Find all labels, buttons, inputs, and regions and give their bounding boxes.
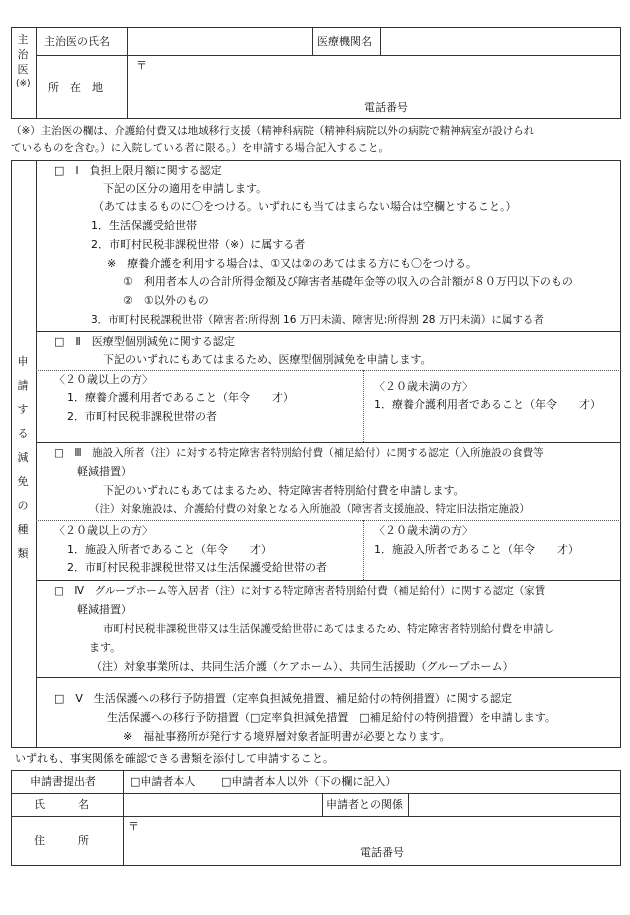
section-1-option[interactable]: ① 利用者本人の合計所得金額及び障害者基礎年金等の収入の合計額が８０万円以下のもの (123, 275, 573, 288)
physician-name-field[interactable] (128, 28, 311, 54)
submitter-name-field[interactable] (124, 794, 321, 815)
physician-note-line1: （※）主治医の欄は、介護給付費又は地域移行支援（精神科病院（精神科病院以外の病院で精神病室が設けられ (11, 125, 535, 137)
section-1-line: ※ 療養介護を利用する場合は、①又は②のあてはまる方にも〇をつける。 (107, 257, 477, 270)
submitter-postal-mark: 〒 (128, 820, 139, 833)
section-1-option[interactable]: ② ①以外のもの (123, 294, 209, 307)
section-2-title[interactable]: □ Ⅱ 医療型個別減免に関する認定 (54, 335, 235, 348)
section-5-note: ※ 福祉事務所が発行する境界層対象者証明書が必要となります。 (123, 730, 451, 743)
section-3-title-cont: 軽減措置） (77, 465, 132, 478)
institution-label: 医療機関名 (317, 35, 372, 48)
section-3-note: （注）対象施設は、介護給付費の対象となる入所施設（障害者支援施設、特定旧法指定施設） (89, 503, 530, 515)
submitter-name-label: 氏 名 (34, 798, 89, 811)
section-2-left-item: 1．療養介護利用者であること（年令 才） (67, 391, 294, 404)
section-3-left-item: 1．施設入所者であること（年令 才） (67, 543, 272, 556)
section-3-right-item: 1．施設入所者であること（年令 才） (374, 543, 579, 556)
submitter-other-checkbox[interactable]: □申請者本人以外（下の欄に記入） (221, 775, 397, 788)
section-4-line: ます。 (89, 641, 122, 654)
section-2-right-head: 〈２０歳未満の方〉 (374, 380, 473, 393)
section-1-title[interactable]: □ Ⅰ 負担上限月額に関する認定 (54, 164, 222, 177)
section-4-title[interactable]: □ Ⅳ グループホーム等入居者（注）に対する特定障害者特別給付費（補足給付）に関する認定（家賃 (54, 585, 546, 597)
section-2-left-item: 2．市町村民税非課税世帯の者 (67, 410, 217, 423)
submitter-self-checkbox[interactable]: □申請者本人 (130, 775, 196, 788)
section-4-title-cont: 軽減措置） (77, 603, 132, 616)
submitter-label: 申請書提出者 (30, 775, 96, 788)
physician-side-label: 主 治 医 (※) (16, 33, 31, 89)
section-3-line: 下記のいずれにもあてはまるため、特定障害者特別給付費を申請します。 (103, 484, 465, 497)
section-2-left-head: 〈２０歳以上の方〉 (54, 373, 153, 386)
section-1-line: 下記の区分の適用を申請します。 (103, 182, 268, 195)
submitter-address-label: 住 所 (34, 834, 89, 847)
application-type-label: 申 請 す る 減 免 の 種 類 (17, 355, 29, 560)
section-3-left-item: 2．市町村民税非課税世帯又は生活保護受給世帯の者 (67, 561, 327, 574)
section-4-note: （注）対象事業所は、共同生活介護（ケアホーム）、共同生活援助（グループホーム） (91, 660, 514, 673)
physician-phone-label: 電話番号 (364, 101, 408, 114)
physician-name-label: 主治医の氏名 (44, 35, 110, 48)
section-3-title[interactable]: □ Ⅲ 施設入所者（注）に対する特定障害者特別給付費（補足給付）に関する認定（入所施設の食費等 (54, 447, 544, 459)
relation-field[interactable] (409, 794, 619, 815)
postal-mark: 〒 (136, 59, 147, 72)
physician-note-line2: ているものを含む。）に入院している者に限る。）を申請する場合記入すること。 (11, 142, 389, 154)
section-3-right-head: 〈２０歳未満の方〉 (374, 524, 473, 537)
submitter-phone-label: 電話番号 (360, 846, 404, 859)
section-3-left-head: 〈２０歳以上の方〉 (54, 524, 153, 537)
section-5-line[interactable]: 生活保護への移行予防措置（□定率負担減免措置 □補足給付の特例措置）を申請します。 (107, 711, 556, 724)
section-2-line: 下記のいずれにもあてはまるため、医療型個別減免を申請します。 (103, 353, 432, 366)
section-1-option[interactable]: 2．市町村民税非課税世帯（※）に属する者 (91, 238, 306, 251)
physician-address-label: 所 在 地 (48, 81, 103, 94)
section-2-right-item: 1．療養介護利用者であること（年令 才） (374, 398, 601, 411)
relation-label: 申請者との関係 (326, 798, 403, 811)
submitter-address-field[interactable] (140, 818, 610, 844)
physician-address-field[interactable] (150, 58, 610, 96)
section-1-line: （あてはまるものに〇をつける。いずれにも当てはまらない場合は空欄とすること。） (93, 200, 517, 213)
section-5-title[interactable]: □ Ⅴ 生活保護への移行予防措置（定率負担減免措置、補足給付の特例措置）に関する認定 (54, 692, 512, 705)
section-1-option[interactable]: 1．生活保護受給世帯 (91, 219, 197, 232)
section-4-line: 市町村民税非課税世帯又は生活保護受給世帯にあてはまるため、特定障害者特別給付費を申請し (103, 623, 555, 635)
institution-field[interactable] (381, 28, 619, 54)
section-1-option[interactable]: 3．市町村民税課税世帯（障害者:所得割 16 万円未満、障害児:所得割 28 万円未満）に属する者 (91, 314, 544, 326)
attachment-note: いずれも、事実関係を確認できる書類を添付して申請すること。 (15, 752, 334, 765)
